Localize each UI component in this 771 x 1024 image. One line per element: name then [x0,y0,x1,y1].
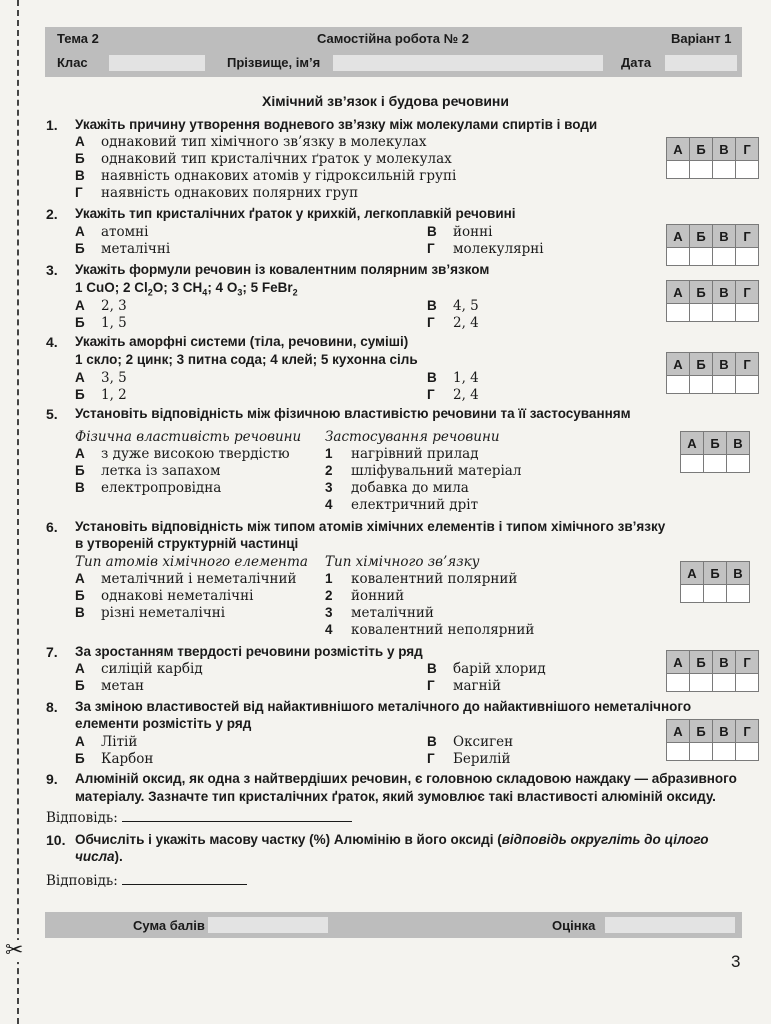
option: Г магній [427,678,501,694]
answer-cell[interactable] [667,376,690,394]
question-text-cont: елементи розмістіть у ряд [75,716,252,731]
answer-label: Відповідь: [46,810,118,826]
class-label: Клас [57,55,88,70]
left-item: А з дуже високою твердістю [75,446,290,462]
right-item: 4 електричний дріт [325,497,479,513]
footer-bar [45,912,742,938]
date-field[interactable] [665,55,737,71]
answer-letter: В [713,353,736,376]
answer-cell[interactable] [667,248,690,266]
answer-cell[interactable] [704,455,727,473]
question-text-cont: числа). [75,849,123,864]
answer-letter: Б [690,225,713,248]
left-column-heading: Тип атомів хімічного елемента [75,554,308,570]
answer-cell[interactable] [690,248,713,266]
option: А силіцій карбід [75,661,203,677]
answer-letter: А [667,720,690,743]
answer-cell[interactable] [667,304,690,322]
answer-cell[interactable] [727,455,750,473]
answer-cell[interactable] [713,674,736,692]
option: В наявність однакових атомів у гідроксильній групі [75,168,457,184]
option: В 1, 4 [427,370,479,386]
answer-letter: Г [736,138,759,161]
option: А однаковий тип хімічного зв’язку в молекулах [75,134,427,150]
option: Б метан [75,678,145,694]
answer-grid[interactable] [666,650,759,692]
answer-cell[interactable] [713,743,736,761]
option: Г 2, 4 [427,387,479,403]
answer-letter: Б [690,281,713,304]
answer-cell[interactable] [690,674,713,692]
option: Г 2, 4 [427,315,479,331]
question-number: 8. [46,699,58,715]
formula-list: 1 CuO; 2 $Cl_2O$; 3 $CH_4$; 4 $O_3$; 5 FeBr$_2$ [75,280,298,298]
option: А атомні [75,224,149,240]
work-title: Самостійна робота № 2 [317,31,469,46]
answer-cell[interactable] [736,743,759,761]
option: Г наявність однакових полярних груп [75,185,359,201]
option: В 4, 5 [427,298,479,314]
option: В барій хлорид [427,661,546,677]
question-text: Установіть відповідність між фізичною властивістю речовини та її застосуванням [75,406,631,421]
answer-cell[interactable] [713,161,736,179]
left-item: В різні неметалічні [75,605,226,621]
answer-cell[interactable] [713,304,736,322]
answer-letter: Г [736,651,759,674]
grade-field[interactable] [605,917,735,933]
answer-letter: А [667,651,690,674]
answer-cell[interactable] [667,674,690,692]
answer-grid[interactable] [680,431,750,473]
answer-letter: Г [736,720,759,743]
answer-grid[interactable] [666,224,759,266]
question-number: 3. [46,262,58,278]
answer-letter: А [681,562,704,585]
answer-letter: А [681,432,704,455]
sum-field[interactable] [208,917,328,933]
answer-cell[interactable] [736,161,759,179]
question-text: За зростанням твердості речовини розмістіть у ряд [75,644,423,659]
option: В Оксиген [427,734,514,750]
item-list: 1 скло; 2 цинк; 3 питна сода; 4 клей; 5 кухонна сіль [75,352,418,367]
answer-cell[interactable] [681,585,704,603]
option: А 2, 3 [75,298,127,314]
option: В йонні [427,224,493,240]
answer-letter: Б [690,651,713,674]
question-number: 5. [46,406,58,422]
question-text: Укажіть аморфні системи (тіла, речовини, суміші) [75,334,409,349]
answer-cell[interactable] [736,674,759,692]
answer-cell[interactable] [736,304,759,322]
right-item: 4 ковалентний неполярний [325,622,535,638]
answer-letter: А [667,138,690,161]
answer-letter: Г [736,281,759,304]
question-number: 9. [46,771,58,787]
answer-letter: В [727,432,750,455]
option: Б 1, 5 [75,315,127,331]
right-column-heading: Застосування речовини [325,429,500,445]
question-text: За зміною властивостей від найактивнішого металічного до найактивнішого неметалічного [75,699,692,714]
answer-cell[interactable] [713,248,736,266]
answer-letter: Г [736,225,759,248]
answer-letter: Б [690,353,713,376]
sum-label: Сума балів [133,918,205,933]
question-text: Алюміній оксид, як одна з найтвердіших речовин, є головною складовою наждаку — абразивного [75,771,737,786]
answer-letter: В [727,562,750,585]
answer-letter: В [713,138,736,161]
answer-cell[interactable] [690,304,713,322]
answer-grid[interactable] [666,719,759,761]
answer-field[interactable] [122,872,247,885]
answer-cell[interactable] [690,161,713,179]
question-text: Установіть відповідність між типом атомів хімічних елементів і типом хімічного зв’язку [75,519,666,534]
variant-label: Варіант 1 [671,31,732,46]
header-bar [45,27,742,77]
answer-cell[interactable] [727,585,750,603]
page-number: 3 [731,952,741,971]
option: Б однаковий тип кристалічних ґраток у молекулах [75,151,452,167]
left-item: А металічний і неметалічний [75,571,297,587]
date-label: Дата [621,55,652,70]
answer-letter: Б [690,138,713,161]
left-column-heading: Фізична властивість речовини [75,429,302,445]
question-number: 4. [46,334,58,350]
answer-cell[interactable] [713,376,736,394]
answer-cell[interactable] [736,248,759,266]
left-item: В електропровідна [75,480,222,496]
answer-line[interactable] [46,809,352,826]
answer-cell[interactable] [690,743,713,761]
right-item: 3 добавка до мила [325,480,469,496]
answer-cell[interactable] [667,161,690,179]
question-number: 1. [46,117,58,133]
right-column-heading: Тип хімічного зв’язку [325,554,480,570]
scissors-icon: ✂ [5,938,24,963]
name-label: Прізвище, ім’я [227,55,321,70]
option: А Літій [75,734,138,750]
answer-letter: В [713,720,736,743]
question-number: 6. [46,519,58,535]
answer-letter: Б [704,432,727,455]
answer-letter: А [667,281,690,304]
page-title: Хімічний зв’язок і будова речовини [261,93,509,109]
option: Г Берилій [427,751,511,767]
question-text: Укажіть формули речовин із ковалентним полярним зв’язком [75,262,490,277]
answer-field[interactable] [122,809,352,822]
right-item: 2 шліфувальний матеріал [325,463,522,479]
answer-letter: Г [736,353,759,376]
answer-line[interactable] [46,872,247,889]
option: Б металічні [75,241,171,257]
answer-grid[interactable] [666,137,759,179]
answer-cell[interactable] [667,743,690,761]
option: Б Карбон [75,751,154,767]
question-text: Обчисліть і укажіть масову частку (%) Алюмінію в його оксиді (відповідь округліть до цілого [75,832,709,847]
question-text: Укажіть тип кристалічних ґраток у крихкій, легкоплавкій речовині [75,206,516,221]
question-text-cont: в утвореній структурній частинці [75,536,299,551]
question-number: 2. [46,206,58,222]
cut-line [17,0,19,1024]
left-item: Б летка із запахом [75,463,221,479]
answer-cell[interactable] [690,376,713,394]
right-item: 1 нагрівний прилад [325,446,479,462]
grade-label: Оцінка [552,918,596,933]
answer-grid[interactable] [680,561,750,603]
right-item: 1 ковалентний полярний [325,571,518,587]
answer-label: Відповідь: [46,873,118,889]
answer-cell[interactable] [736,376,759,394]
right-item: 2 йонний [325,588,405,604]
question-text: Укажіть причину утворення водневого зв’язку між молекулами спиртів і води [75,117,598,132]
name-field[interactable] [333,55,603,71]
answer-cell[interactable] [704,585,727,603]
option: Г молекулярні [427,241,544,257]
question-number: 7. [46,644,58,660]
answer-letter: Б [690,720,713,743]
answer-letter: В [713,225,736,248]
answer-letter: Б [704,562,727,585]
answer-letter: В [713,281,736,304]
option: А 3, 5 [75,370,127,386]
answer-grid[interactable] [666,280,759,322]
answer-grid[interactable] [666,352,759,394]
question-text-cont: матеріалу. Зазначте тип кристалічних ґраток, який зумовлює такі властивості алюміній оксиду. [75,789,716,804]
answer-letter: А [667,225,690,248]
question-number: 10. [46,832,66,848]
topic-label: Тема 2 [57,31,99,46]
left-item: Б однакові неметалічні [75,588,254,604]
answer-letter: В [713,651,736,674]
right-item: 3 металічний [325,605,434,621]
option: Б 1, 2 [75,387,127,403]
answer-cell[interactable] [681,455,704,473]
answer-letter: А [667,353,690,376]
class-field[interactable] [109,55,205,71]
